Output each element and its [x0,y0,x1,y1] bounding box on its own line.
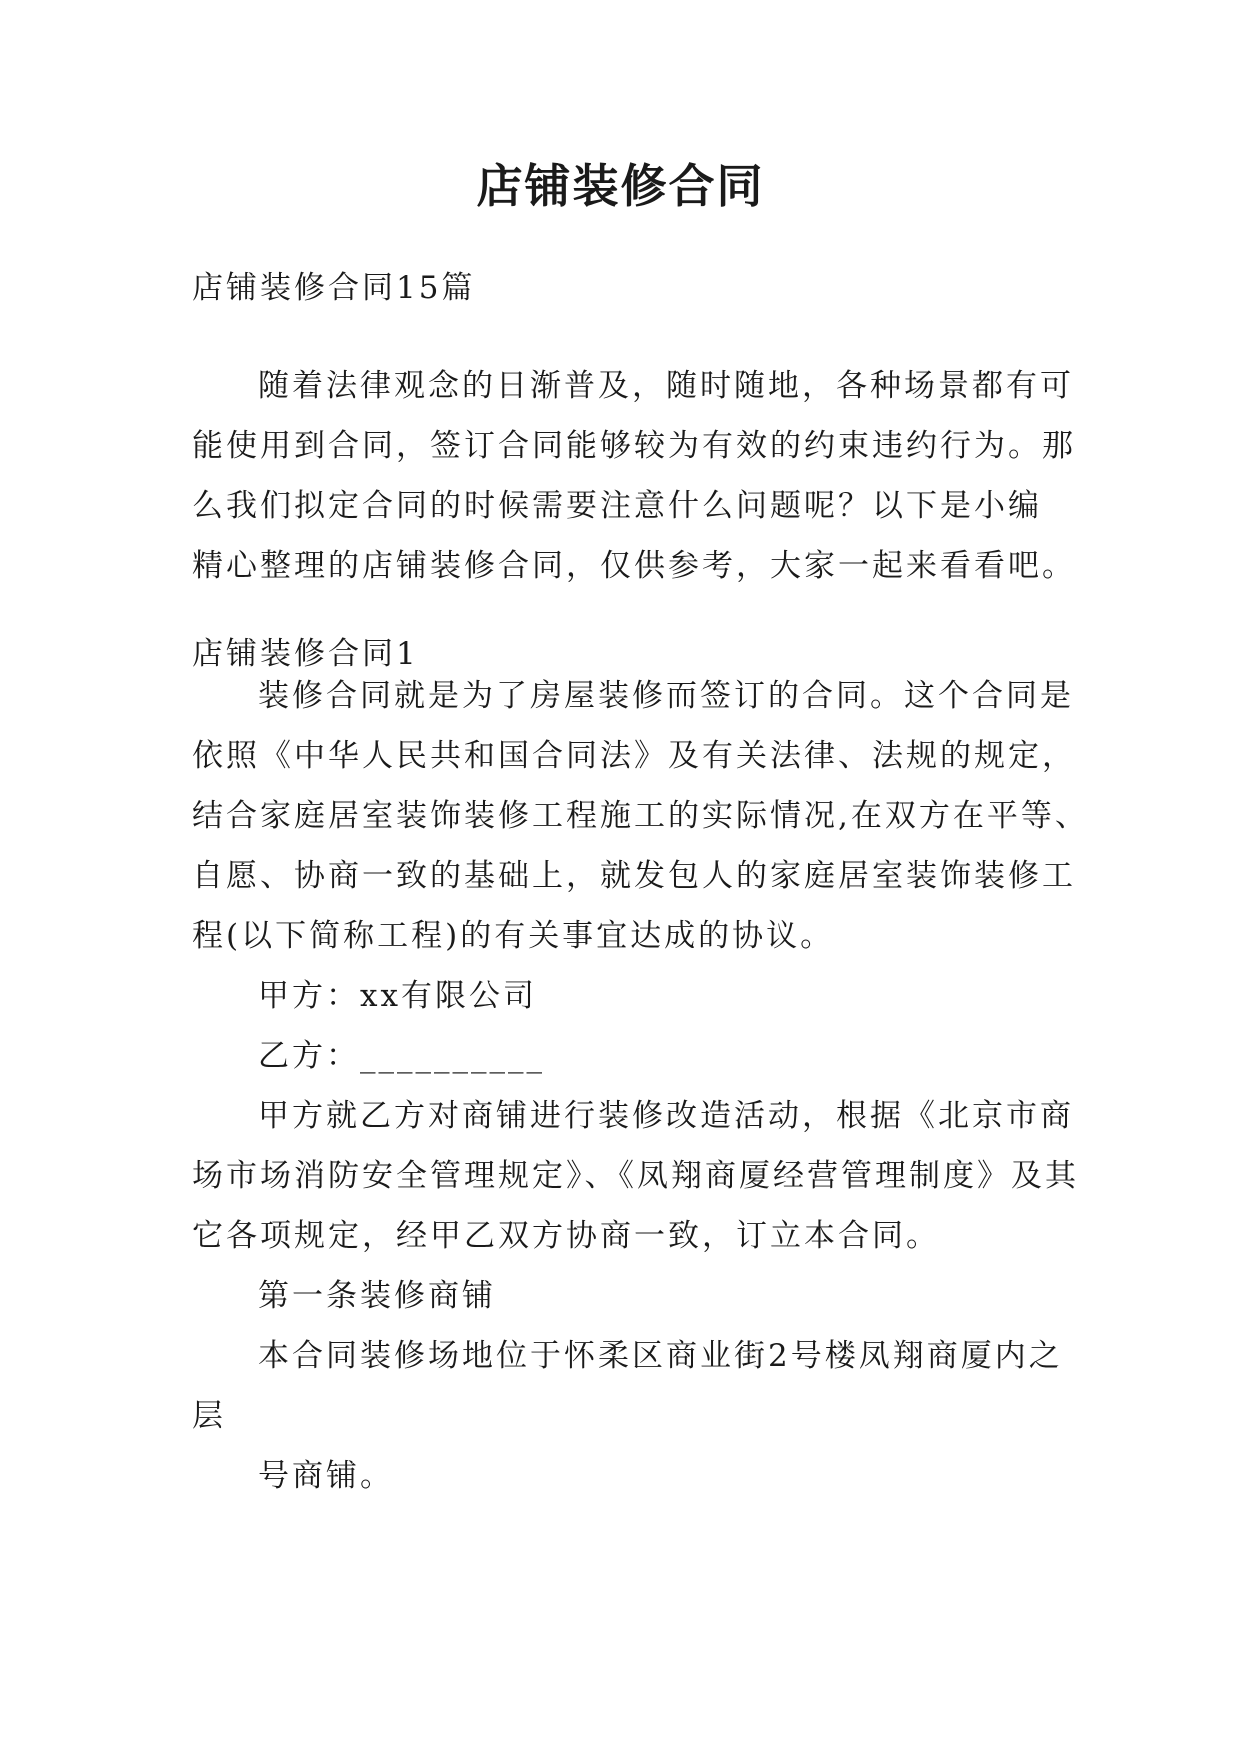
body-line: 它各项规定，经甲乙双方协商一致，订立本合同。 [192,1218,940,1254]
intro-paragraph [192,356,1076,596]
article-heading: 第一条装修商铺 [258,1278,496,1314]
body-line: 本合同装修场地位于怀柔区商业街2号楼凤翔商厦内之 [258,1338,1063,1374]
intro-line: 能使用到合同，签订合同能够较为有效的约束违约行为。那 [192,428,1076,464]
body-line: 程(以下简称工程)的有关事宜达成的协议。 [192,918,835,954]
intro-line: 随着法律观念的日渐普及，随时随地，各种场景都有可 [258,368,1074,404]
body-line: 依照《中华人民共和国合同法》及有关法律、法规的规定， [192,738,1076,774]
intro-line: 精心整理的店铺装修合同，仅供参考，大家一起来看看吧。 [192,548,1076,584]
body-line: 场市场消防安全管理规定》、《凤翔商厦经营管理制度》及其 [192,1158,1079,1194]
body-line: 号商铺。 [258,1458,394,1494]
body-line: 自愿、协商一致的基础上，就发包人的家庭居室装饰装修工 [192,858,1076,894]
body-line: 层 [192,1398,226,1434]
intro-line: 么我们拟定合同的时候需要注意什么问题呢？以下是小编 [192,488,1042,524]
body-line: 结合家庭居室装饰装修工程施工的实际情况,在双方在平等、 [192,798,1089,834]
section-heading: 店铺装修合同1 [192,636,419,672]
document-subtitle: 店铺装修合同15篇 [192,270,476,306]
body-line: 装修合同就是为了房屋装修而签订的合同。这个合同是 [258,678,1074,714]
party-a-line: 甲方：xx有限公司 [258,978,537,1014]
body-line: 甲方就乙方对商铺进行装修改造活动，根据《北京市商 [258,1098,1074,1134]
document-title: 店铺装修合同 [476,159,765,213]
party-b-line: 乙方：__________ [258,1038,545,1074]
contract-body [192,666,1089,1506]
